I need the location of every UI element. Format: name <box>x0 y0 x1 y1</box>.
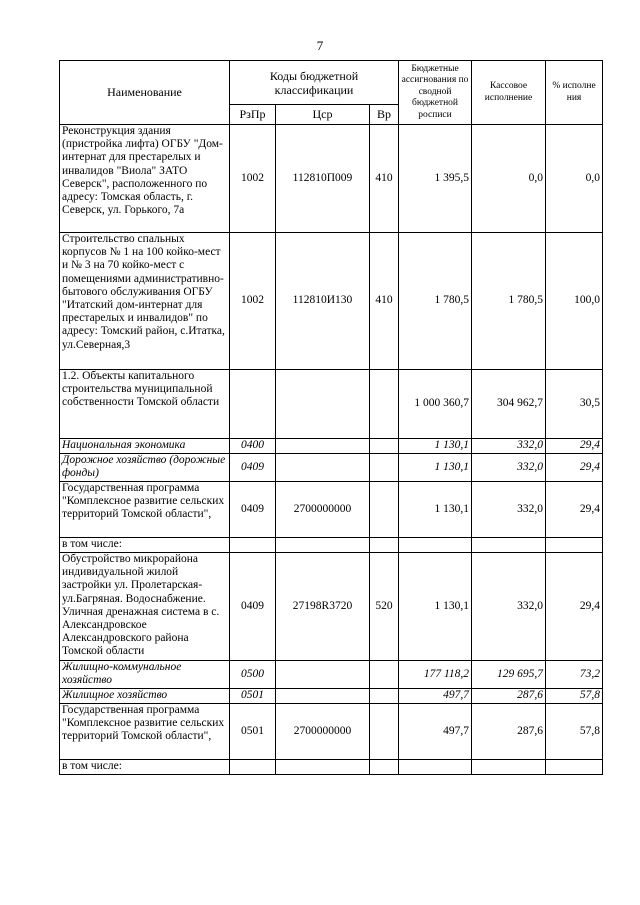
table-row <box>60 439 603 454</box>
row-vr: 520 <box>370 553 399 661</box>
table-row <box>60 454 603 482</box>
row-cash: 1 780,5 <box>472 233 546 370</box>
row-name: Реконструкция здания (пристройка лифта) ОГБУ "Дом-интернат для престарелых и инвалидов "Виола" ЗАТО Северск", расположенного по адресу: Томская область, г. Северск, ул. Горького, 7а <box>60 125 230 233</box>
table-row <box>60 553 603 661</box>
row-vr <box>370 370 399 439</box>
page-number: 7 <box>316 38 324 53</box>
row-vr <box>370 482 399 538</box>
row-name: Государственная программа "Комплексное развитие сельских территорий Томской области", <box>60 704 230 760</box>
table-row <box>60 538 603 553</box>
row-csr: 2700000000 <box>276 482 370 538</box>
row-csr: 2700000000 <box>276 704 370 760</box>
row-name: Дорожное хозяйство (дорожные фонды) <box>60 454 230 482</box>
row-percent: 29,4 <box>546 454 603 482</box>
row-budget: 1 780,5 <box>399 233 472 370</box>
row-rzpr: 0409 <box>230 482 276 538</box>
header-vr: Вр <box>370 105 399 125</box>
row-name: Жилищное хозяйство <box>60 689 230 704</box>
row-csr <box>276 439 370 454</box>
row-rzpr <box>230 370 276 439</box>
row-budget: 497,7 <box>399 689 472 704</box>
row-name: Строительство спальных корпусов № 1 на 100 койко-мест и № 3 на 70 койко-мест с помещениями административно-бытового обслуживания ОГБУ "Итатский дом-интернат для престарелых и инвалидов" по адресу: Томский район, с.Итатка, ул.Северная,3 <box>60 233 230 370</box>
row-budget: 497,7 <box>399 704 472 760</box>
row-rzpr: 0500 <box>230 661 276 689</box>
row-budget: 1 130,1 <box>399 553 472 661</box>
row-budget: 1 395,5 <box>399 125 472 233</box>
table-row <box>60 370 603 439</box>
table-row <box>60 125 603 233</box>
row-vr <box>370 661 399 689</box>
row-rzpr: 1002 <box>230 233 276 370</box>
row-csr <box>276 370 370 439</box>
row-csr <box>276 689 370 704</box>
row-budget: 1 130,1 <box>399 454 472 482</box>
row-name: Государственная программа "Комплексное развитие сельских территорий Томской области", <box>60 482 230 538</box>
row-budget: 1 130,1 <box>399 482 472 538</box>
row-csr <box>276 454 370 482</box>
table-row <box>60 233 603 370</box>
row-rzpr: 0400 <box>230 439 276 454</box>
row-cash: 332,0 <box>472 553 546 661</box>
row-cash: 287,6 <box>472 704 546 760</box>
row-name: Обустройство микрорайона индивидуальной жилой застройки ул. Пролетарская-ул.Багряная. Водоснабжение. Уличная дренажная система в с. Александровское Александровского района Томской области <box>60 553 230 661</box>
row-cash: 332,0 <box>472 454 546 482</box>
row-rzpr: 0409 <box>230 454 276 482</box>
table-row <box>60 482 603 538</box>
row-csr: 27198R3720 <box>276 553 370 661</box>
row-cash: 332,0 <box>472 439 546 454</box>
table-row <box>60 661 603 689</box>
header-name: Наименование <box>60 61 230 125</box>
row-percent: 100,0 <box>546 233 603 370</box>
row-rzpr: 1002 <box>230 125 276 233</box>
row-percent: 57,8 <box>546 689 603 704</box>
row-name: в том числе: <box>60 538 230 553</box>
row-csr <box>276 661 370 689</box>
row-cash: 304 962,7 <box>472 370 546 439</box>
row-vr <box>370 704 399 760</box>
row-name: Жилищно-коммунальное хозяйство <box>60 661 230 689</box>
header-csr: Цср <box>276 105 370 125</box>
row-percent: 30,5 <box>546 370 603 439</box>
header-rzpr: РзПр <box>230 105 276 125</box>
row-percent: 29,4 <box>546 482 603 538</box>
row-csr: 112810И130 <box>276 233 370 370</box>
row-vr: 410 <box>370 125 399 233</box>
row-csr: 112810П009 <box>276 125 370 233</box>
row-rzpr: 0501 <box>230 689 276 704</box>
row-vr <box>370 454 399 482</box>
row-percent: 73,2 <box>546 661 603 689</box>
row-percent: 0,0 <box>546 125 603 233</box>
budget-execution-table <box>59 60 603 775</box>
header-cash: Кассовое исполнение <box>472 61 546 125</box>
row-percent: 29,4 <box>546 439 603 454</box>
header-budget: Бюджетные ассигнования по сводной бюджетной росписи <box>399 61 472 125</box>
row-percent: 29,4 <box>546 553 603 661</box>
row-budget: 1 000 360,7 <box>399 370 472 439</box>
table-row <box>60 689 603 704</box>
row-budget: 1 130,1 <box>399 439 472 454</box>
table-row <box>60 704 603 760</box>
header-percent: % исполне ния <box>546 61 603 125</box>
row-vr <box>370 689 399 704</box>
header-codes: Коды бюджетной классификации <box>230 61 399 105</box>
row-name: в том числе: <box>60 760 230 775</box>
row-budget: 177 118,2 <box>399 661 472 689</box>
row-cash: 287,6 <box>472 689 546 704</box>
row-name: 1.2. Объекты капитального строительства муниципальной собственности Томской области <box>60 370 230 439</box>
table-row <box>60 760 603 775</box>
row-vr <box>370 439 399 454</box>
row-rzpr: 0501 <box>230 704 276 760</box>
row-cash: 0,0 <box>472 125 546 233</box>
row-vr: 410 <box>370 233 399 370</box>
row-name: Национальная экономика <box>60 439 230 454</box>
row-cash: 332,0 <box>472 482 546 538</box>
row-cash: 129 695,7 <box>472 661 546 689</box>
row-percent: 57,8 <box>546 704 603 760</box>
row-rzpr: 0409 <box>230 553 276 661</box>
